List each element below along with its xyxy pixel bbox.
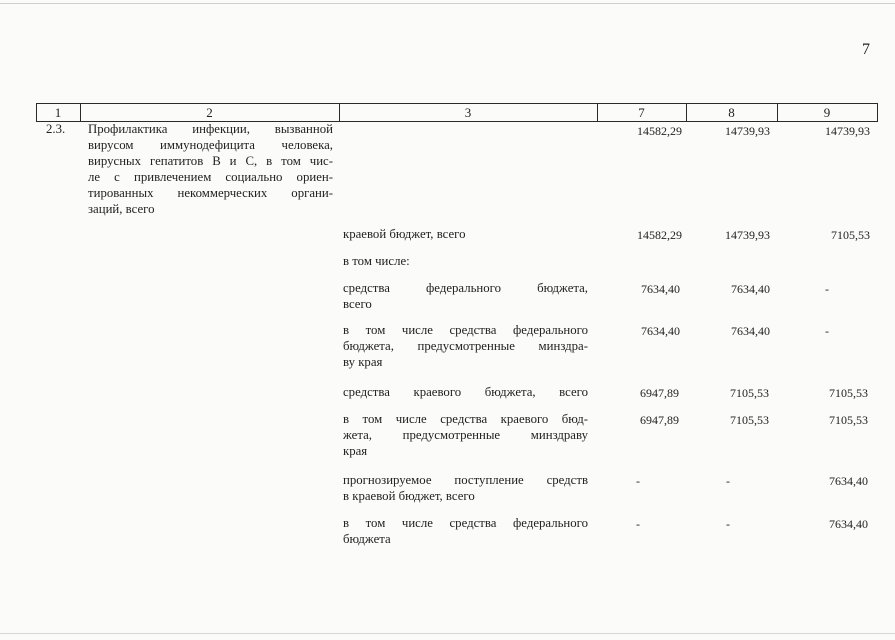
row-value-col-7: - bbox=[636, 474, 640, 488]
row-value-col-7: 6947,89 bbox=[640, 413, 679, 427]
row-label: жета, предусмотренные минздраву bbox=[343, 428, 588, 442]
row-label: в том числе средства краевого бюд- bbox=[343, 412, 588, 426]
row-value-col-8: 7105,53 bbox=[730, 386, 769, 400]
header-divider bbox=[877, 103, 878, 122]
row-value-col-9: 7105,53 bbox=[829, 413, 868, 427]
row-value-col-8: 7634,40 bbox=[731, 282, 770, 296]
row-value-col-8: - bbox=[726, 517, 730, 531]
item-title-line: Профилактика инфекции, вызванной bbox=[88, 122, 333, 136]
item-value-col-9: 14739,93 bbox=[825, 124, 870, 138]
row-label: ву края bbox=[343, 355, 383, 369]
row-value-col-9: - bbox=[825, 282, 829, 296]
item-code: 2.3. bbox=[46, 122, 66, 136]
item-title-line: заций, всего bbox=[88, 202, 155, 216]
row-value-col-7: 7634,40 bbox=[641, 324, 680, 338]
header-col-1: 1 bbox=[54, 105, 62, 120]
row-value-col-8: 7105,53 bbox=[730, 413, 769, 427]
row-label: в том числе средства федерального bbox=[343, 516, 588, 530]
row-value-col-9: 7634,40 bbox=[829, 474, 868, 488]
item-title-line: тированных некоммерческих органи- bbox=[88, 186, 333, 200]
header-col-8: 8 bbox=[728, 105, 735, 120]
row-value-col-9: 7105,53 bbox=[831, 228, 870, 242]
row-value-col-7: 7634,40 bbox=[641, 282, 680, 296]
row-label: бюджета, предусмотренные минздра- bbox=[343, 339, 588, 353]
row-value-col-7: 14582,29 bbox=[637, 228, 682, 242]
row-label: краевой бюджет, всего bbox=[343, 227, 466, 241]
header-col-3: 3 bbox=[464, 105, 472, 120]
row-value-col-7: - bbox=[636, 517, 640, 531]
row-value-col-9: - bbox=[825, 324, 829, 338]
row-label: в краевой бюджет, всего bbox=[343, 489, 475, 503]
item-title-line: вирусных гепатитов В и С, в том чис- bbox=[88, 154, 333, 168]
row-value-col-8: 7634,40 bbox=[731, 324, 770, 338]
header-col-7: 7 bbox=[638, 105, 645, 120]
item-value-col-7: 14582,29 bbox=[637, 124, 682, 138]
page-number: 7 bbox=[862, 41, 870, 58]
item-value-col-8: 14739,93 bbox=[725, 124, 770, 138]
row-label: всего bbox=[343, 297, 372, 311]
item-title-line: ле с привлечением социально ориен- bbox=[88, 170, 333, 184]
row-value-col-7: 6947,89 bbox=[640, 386, 679, 400]
row-label: в том числе средства федерального bbox=[343, 323, 588, 337]
row-label: в том числе: bbox=[343, 254, 410, 268]
scan-bottom-edge bbox=[0, 633, 895, 634]
row-label: края bbox=[343, 444, 368, 458]
item-title-line: вирусом иммунодефицита человека, bbox=[88, 138, 333, 152]
row-value-col-9: 7634,40 bbox=[829, 517, 868, 531]
scan-top-edge bbox=[0, 3, 895, 4]
row-label: бюджета bbox=[343, 532, 391, 546]
header-col-2: 2 bbox=[206, 105, 213, 120]
header-col-9: 9 bbox=[823, 105, 831, 120]
row-value-col-9: 7105,53 bbox=[829, 386, 868, 400]
row-label: средства краевого бюджета, всего bbox=[343, 385, 588, 399]
row-label: средства федерального бюджета, bbox=[343, 281, 588, 295]
row-label: прогнозируемое поступление средств bbox=[343, 473, 588, 487]
row-value-col-8: 14739,93 bbox=[725, 228, 770, 242]
row-value-col-8: - bbox=[726, 474, 730, 488]
